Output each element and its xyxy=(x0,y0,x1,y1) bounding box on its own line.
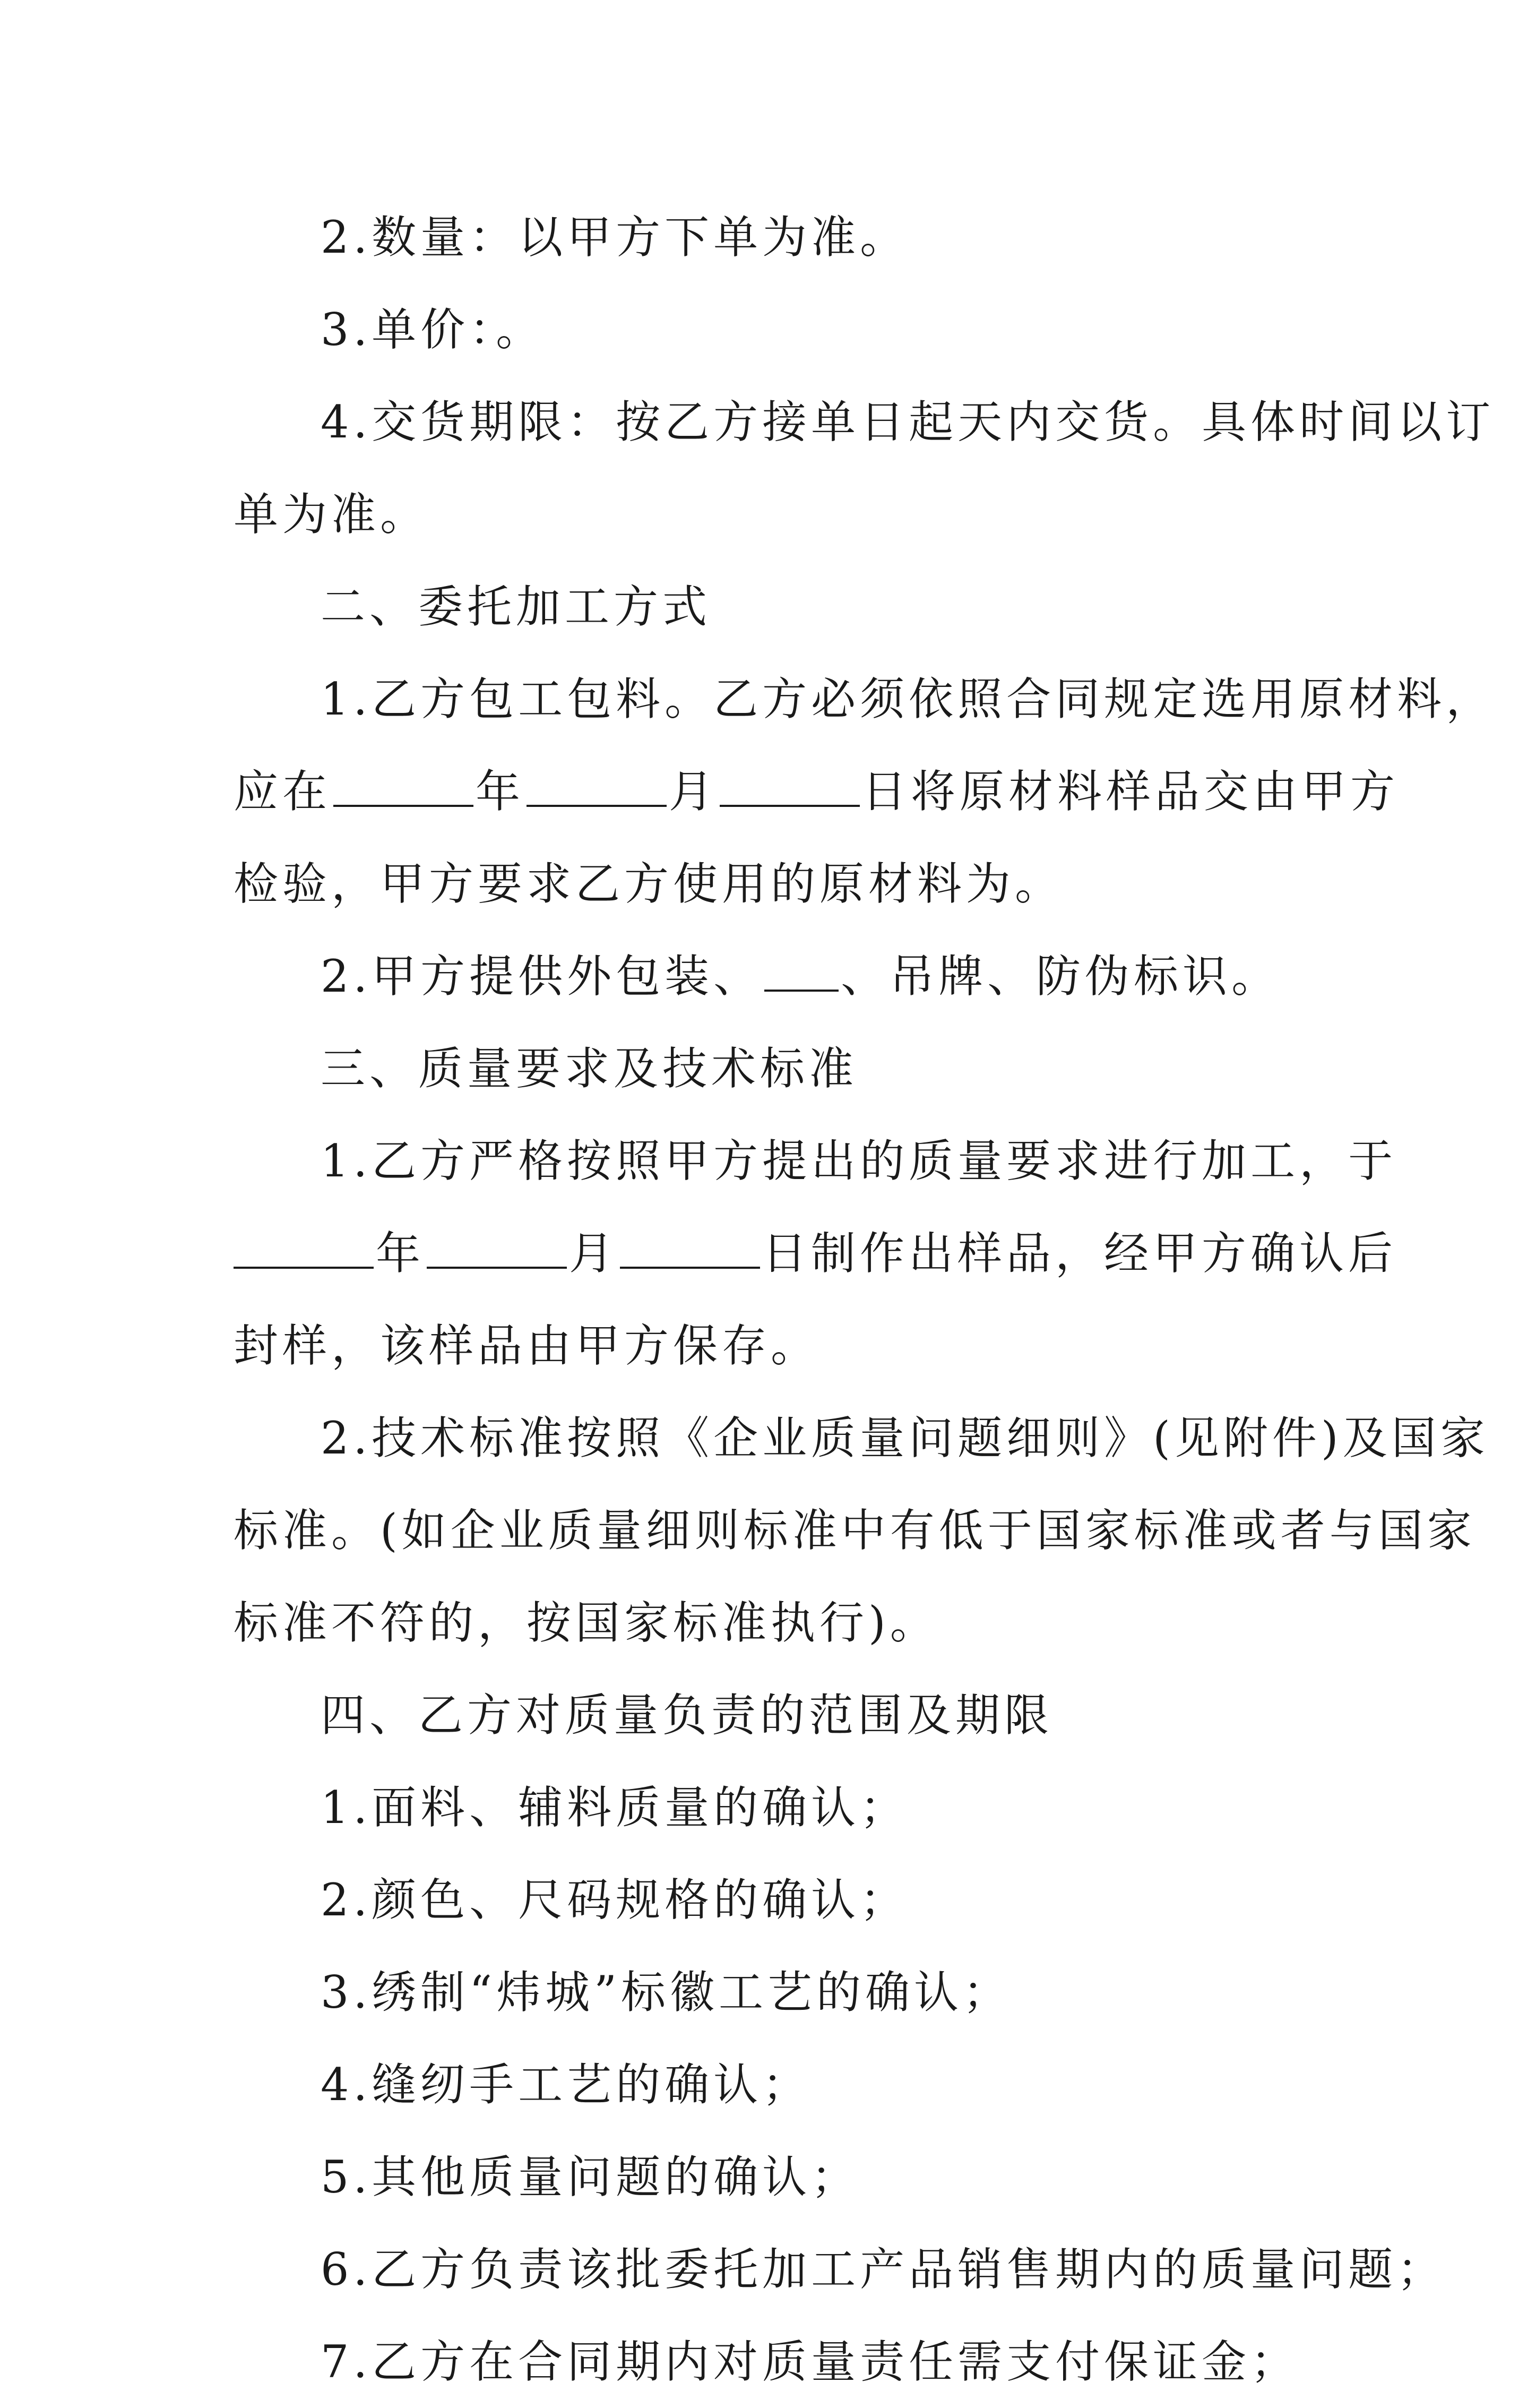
clause-materials-line-1: 1.乙方包工包料。乙方必须依照合同规定选用原材料， xyxy=(321,673,1495,725)
clause-technical-standard-line-2: 标准。(如企业质量细则标准中有低于国家标准或者与国家 xyxy=(234,1504,1476,1556)
clause-technical-standard xyxy=(234,1392,1489,1669)
clause-materials-line-2 xyxy=(234,745,1400,838)
text-fragment: 年 xyxy=(376,1227,425,1279)
text-fragment: 月 xyxy=(569,1227,618,1279)
section-heading-quality-standards: 三、质量要求及技术标准 xyxy=(321,1043,858,1095)
list-item: 5.其他质量问题的确认； xyxy=(321,2151,860,2203)
list-item: 1.面料、辅料质量的确认； xyxy=(321,1782,909,1834)
clause-materials xyxy=(234,653,1495,930)
list-item: 3.绣制“炜城”标徽工艺的确认； xyxy=(321,1966,1012,2018)
section-heading-processing-method: 二、委托加工方式 xyxy=(321,581,712,633)
text-fragment: 2.甲方提供外包装、 xyxy=(321,950,763,1002)
blank-line-year xyxy=(234,1256,374,1269)
clause-technical-standard-line-3: 标准不符的，按国家标准执行)。 xyxy=(234,1597,939,1649)
clause-quantity: 2.数量：以甲方下单为准。 xyxy=(321,211,909,263)
text-fragment: 、吊牌、防伪标识。 xyxy=(841,950,1281,1002)
clause-delivery-term xyxy=(234,376,1495,561)
blank-line-month xyxy=(427,1256,567,1269)
blank-line-year xyxy=(333,794,473,807)
clause-sample-line-3: 封样，该样品由甲方保存。 xyxy=(234,1320,820,1372)
list-item: 2.颜色、尺码规格的确认； xyxy=(321,1874,909,1926)
clause-unit-price: 3.单价：。 xyxy=(321,304,545,356)
blank-line-item xyxy=(764,979,839,992)
clause-materials-line-3: 检验，甲方要求乙方使用的原材料为。 xyxy=(234,858,1064,910)
contract-body xyxy=(234,191,1495,2408)
clause-sample-line-1: 1.乙方严格按照甲方提出的质量要求进行加工，于 xyxy=(321,1135,1397,1187)
blank-line-day xyxy=(720,794,860,807)
text-fragment: 月 xyxy=(669,766,718,818)
clause-sample xyxy=(234,1115,1397,1392)
list-item: 4.缝纫手工艺的确认； xyxy=(321,2059,812,2111)
clause-technical-standard-line-1: 2.技术标准按照《企业质量问题细则》(见附件)及国家 xyxy=(321,1412,1489,1464)
blank-line-month xyxy=(527,794,667,807)
list-item: 6.乙方负责该批委托加工产品销售期内的质量问题； xyxy=(321,2243,1446,2295)
text-fragment: 日制作出样品，经甲方确认后 xyxy=(762,1227,1397,1279)
clause-delivery-term-line-2: 单为准。 xyxy=(234,488,429,540)
list-item: 7.乙方在合同期内对质量责任需支付保证金； xyxy=(321,2336,1300,2388)
clause-sample-line-2 xyxy=(234,1207,1397,1300)
text-fragment: 应在 xyxy=(234,766,332,818)
section-heading-quality-responsibility: 四、乙方对质量负责的范围及期限 xyxy=(321,1689,1054,1741)
text-fragment: 日将原材料样品交由甲方 xyxy=(862,766,1400,818)
clause-delivery-term-line-1: 4.交货期限：按乙方接单日起天内交货。具体时间以订 xyxy=(321,396,1495,448)
blank-line-day xyxy=(620,1256,760,1269)
text-fragment: 年 xyxy=(476,766,525,818)
clause-packaging xyxy=(234,930,1316,1022)
